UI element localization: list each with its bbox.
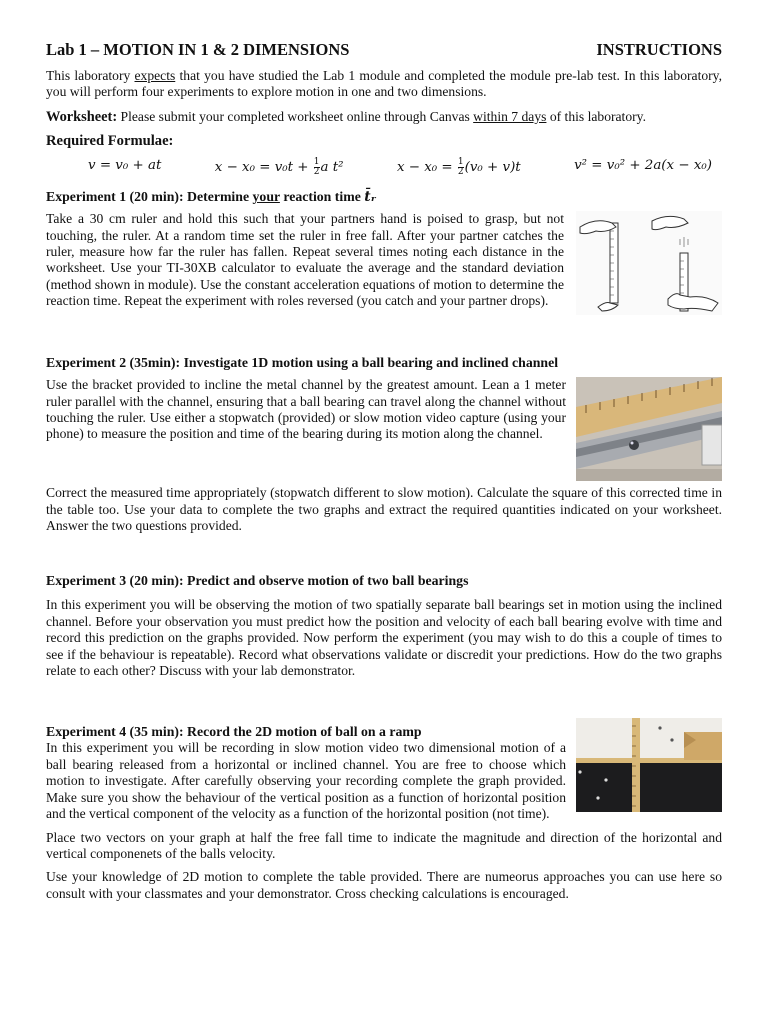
exp2-heading: Experiment 2 (35min): Investigate 1D motion using a ball bearing and inclined channel	[46, 355, 559, 371]
exp1-heading: Experiment 1 (20 min): Determine your reaction time t̄ᵣ	[46, 189, 377, 206]
exp2-body1: Use the bracket provided to incline the metal channel by the greatest amount. Lean a 1 meter ruler parallel with the channel, ensuring that a ball bearing can travel along the channel without touching the ruler. Use either a stopwatch (provided) or slow motion video capture (using your phone) to measure the position and time of the bearing during its motion along the channel.	[46, 377, 566, 442]
exp2-body2: Correct the measured time appropriately (stopwatch different to slow motion). Calculate the square of this corrected time in the table too. Use your data to complete the two graphs and extract the required quantities indicated on your worksheet. Answer the two questions provided.	[46, 485, 722, 534]
page-title: Lab 1 – MOTION IN 1 & 2 DIMENSIONS	[46, 40, 350, 59]
exp4-block	[46, 724, 722, 822]
formulae-row	[46, 158, 722, 177]
worksheet-paragraph: Worksheet: Please submit your completed worksheet online through Canvas within 7 days of this laboratory.	[46, 108, 646, 125]
fraction-half: $\frac{1}{2}$	[313, 157, 320, 178]
exp1-block	[46, 211, 722, 315]
exp4-body1: In this experiment you will be recording in slow motion video two dimensional motion of a ball bearing released from a horizontal or inclined channel. You are free to choose which motion to investigate. After carefully observing your recording complete the graph provided. Make sure you show the behaviour of the vertical position as a function of horizontal position and the vertical component of the velocity as a function of the horizontal position (not time).	[46, 740, 566, 822]
deadline-text: within 7 days	[473, 108, 547, 124]
ruler-drop-illustration	[576, 211, 722, 315]
exp3-body: In this experiment you will be observing the motion of two spatially separate ball bearings set in motion using the inclined channel. Before your observation you must predict how the position and velocity of each ball bearing evolve with time and record this prediction on the graphs provided. Now perform the experiment (you may wish to do this a couple of times to see if the behaviour is repeatable). Record what observations validate or discredit your predictions. How do the two graphs relate to each other? Discuss with your lab demonstrator.	[46, 597, 722, 679]
worksheet-label: Worksheet:	[46, 108, 118, 125]
fraction-half-2: $\frac{1}{2}$	[457, 157, 464, 178]
exp4-heading: Experiment 4 (35 min): Record the 2D motion of ball on a ramp	[46, 724, 422, 740]
formula-velocity-squared: v² = v₀² + 2a(x − x₀)	[574, 158, 712, 174]
formula-average-velocity: x − x₀ = $\frac{1}{2}$ (v₀ + v)t	[396, 157, 521, 178]
formula-velocity: v = v₀ + at	[88, 158, 162, 174]
intro-expects: expects	[134, 68, 176, 83]
exp3-heading: Experiment 3 (20 min): Predict and observe motion of two ball bearings	[46, 573, 469, 589]
inclined-channel-photo	[576, 377, 722, 481]
formulae-heading: Required Formulae:	[46, 133, 174, 150]
worksheet-page	[46, 40, 722, 902]
ramp-2d-motion-photo	[576, 718, 722, 812]
intro-paragraph: This laboratory expects that you have studied the Lab 1 module and completed the module pre-lab test. In this laboratory, you will perform four experiments to explore motion in one and two dimensions.	[46, 68, 722, 100]
exp1-body: Take a 30 cm ruler and hold this such that your partners hand is poised to grasp, but not touching, the ruler. At a random time set the ruler in free fall. After your partner catches the ruler, measure how far the ruler has fallen. Repeat several times noting each distance in the worksheet. Use your TI-30XB calculator to evaluate the average and the standard deviation (method shown in module). Use the constant acceleration equations of motion to determine the reaction time. Repeat the experiment with roles reversed (you catch and your partner drops).	[46, 211, 564, 309]
instructions-label: INSTRUCTIONS	[596, 40, 722, 59]
exp4-body3: Use your knowledge of 2D motion to complete the table provided. There are numeorus approaches you can use here so consult with your classmates and your demonstrator. Cross checking calculations is encouraged.	[46, 869, 722, 901]
exp2-block	[46, 377, 722, 481]
exp4-body2: Place two vectors on your graph at half the free fall time to indicate the magnitude and direction of the horizontal and vertical componenets of the balls velocity.	[46, 829, 722, 861]
formula-displacement: x − x₀ = v₀t + $\frac{1}{2}$ a t²	[214, 157, 344, 178]
header	[46, 40, 722, 60]
